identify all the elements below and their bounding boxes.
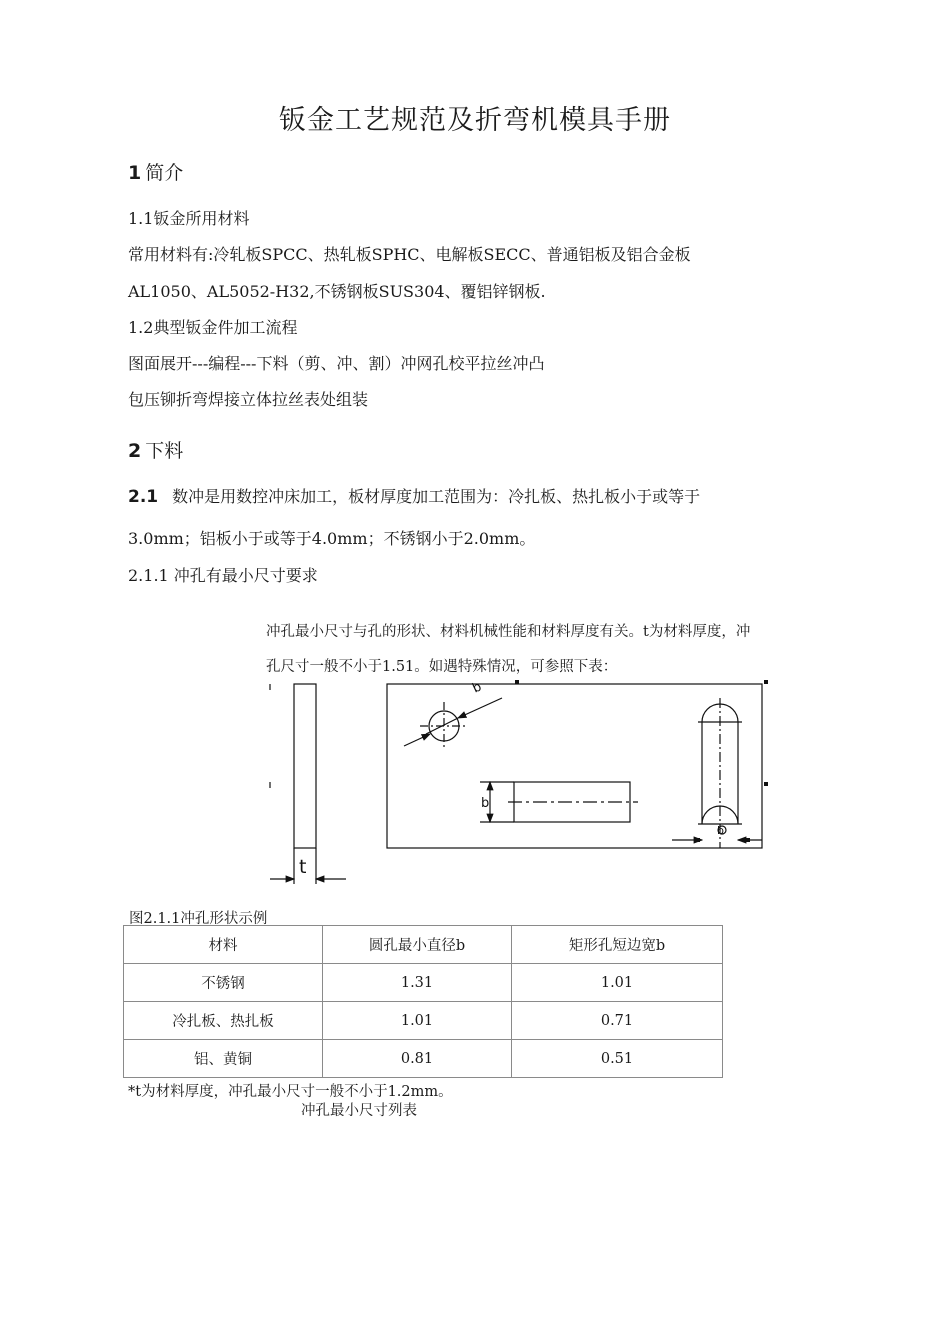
paragraph-2-1-line-2: 3.0mm；铝板小于或等于4.0mm；不锈钢小于2.0mm。 [128,529,536,548]
table-footnote: *t为材料厚度，冲孔最小尺寸一般不小于1.2mm。 [128,1084,453,1100]
table-cell: 0.71 [512,1002,723,1040]
subsection-1-1-heading: 1.1钣金所用材料 [128,209,250,228]
paragraph-2-1-text: 数冲是用数控冲床加工，板材厚度加工范围为：冷扎板、热扎板小于或等于 [172,487,701,506]
section-1-heading [128,158,183,185]
table-cell: 1.01 [512,964,723,1002]
paragraph-2-1-number: 2.1 [128,487,159,507]
table-header-cell: 矩形孔短边宽b [512,926,723,964]
table-row [124,1002,723,1040]
materials-line-2: AL1050、AL5052-H32,不锈钢板SUS304、覆铝锌钢板. [128,282,546,301]
paragraph-2-1-line-1 [128,484,700,507]
table-cell: 0.81 [323,1040,512,1078]
slot-dim-label: b [717,824,724,837]
note-line-2: 孔尺寸一般不小于1.51。如遇特殊情况，可参照下表： [266,659,618,675]
materials-line-1: 常用材料有:冷轧板SPCC、热轧板SPHC、电解板SECC、普通铝板及铝合金板 [128,245,691,264]
table-caption: 冲孔最小尺寸列表 [301,1103,417,1119]
thickness-label: t [299,856,307,878]
punch-size-table [123,925,723,1078]
table-header-row [124,926,723,964]
section-2-number: 2 [128,440,142,462]
table-header-cell: 圆孔最小直径b [323,926,512,964]
table-cell: 1.01 [323,1002,512,1040]
sheet-side-view [294,684,316,848]
subsection-1-2-heading: 1.2典型钣金件加工流程 [128,318,298,337]
table-cell: 0.51 [512,1040,723,1078]
section-2-heading [128,436,183,463]
subsection-2-1-1-heading: 2.1.1 冲孔有最小尺寸要求 [128,566,318,585]
table-cell: 铝、黄铜 [124,1040,323,1078]
table-cell: 不锈钢 [124,964,323,1002]
table-row [124,964,723,1002]
rect-hole-dim-label: b [481,796,490,811]
note-line-1: 冲孔最小尺寸与孔的形状、材料机械性能和材料厚度有关。t为材料厚度，冲 [266,624,751,640]
table-cell: 冷扎板、热扎板 [124,1002,323,1040]
punch-hole-figure [262,672,782,892]
process-line-1: 图面展开---编程---下料（剪、冲、割）冲网孔校平拉丝冲凸 [128,354,545,373]
section-2-title: 下料 [145,440,184,462]
table-row [124,1040,723,1078]
table-header-cell: 材料 [124,926,323,964]
round-hole-dim-label: b [470,679,485,697]
table-cell: 1.31 [323,964,512,1002]
section-1-number: 1 [128,162,142,184]
process-line-2: 包压铆折弯焊接立体拉丝表处组装 [128,390,369,409]
figure-caption: 图2.1.1冲孔形状示例 [129,911,268,927]
document-title: 钣金工艺规范及折弯机模具手册 [279,105,671,136]
section-1-title: 简介 [145,162,184,184]
